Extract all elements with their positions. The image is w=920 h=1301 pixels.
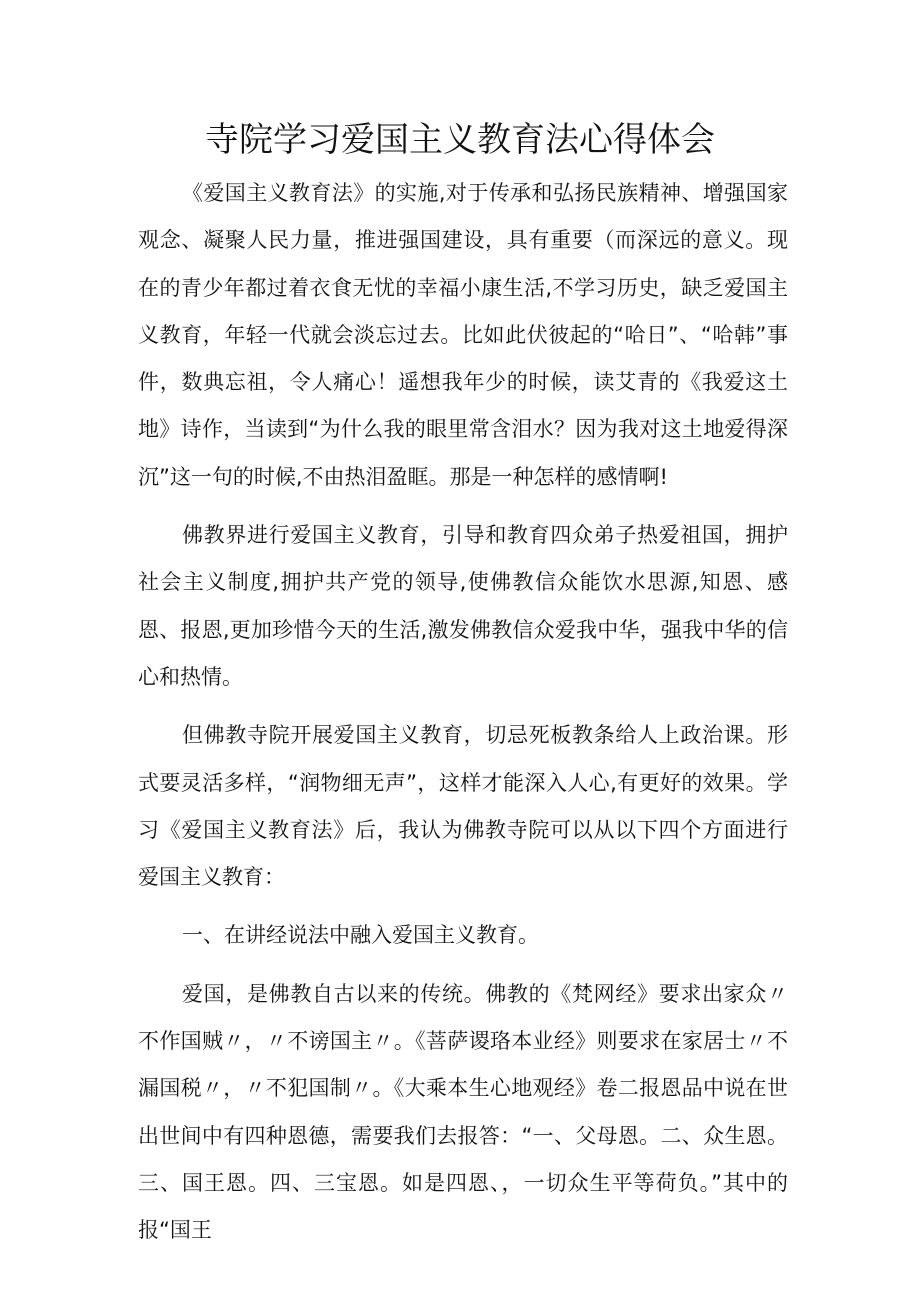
- paragraph-3: 但佛教寺院开展爱国主义教育，切忌死板教条给人上政治课。形式要灵活多样，“润物细无声”，这样才能深入人心,有更好的效果。学习《爱国主义教育法》后，我认为佛教寺院可以从以下四个方面进行爱国主义教育：: [138, 723, 788, 890]
- section-heading-1: 一、在讲经说法中融入爱国主义教育。: [182, 923, 539, 948]
- document-title: 寺院学习爱国主义教育法心得体会: [205, 120, 715, 160]
- paragraph-1: 《爱国主义教育法》的实施,对于传承和弘扬民族精神、增强国家观念、凝聚人民力量，推进强国建设，具有重要（而深远的意义。现在的青少年都过着衣食无忧的幸福小康生活,不学习历史，缺乏爱国主义教育，年轻一代就会淡忘过去。比如此伏彼起的“哈日”、“哈韩”事件，数典忘祖，令人痛心！遥想我年少的时候，读艾青的《我爱这土地》诗作，当读到“为什么我的眼里常含泪水？因为我对这土地爱得深沉”这一句的时候,不由热泪盈眶。那是一种怎样的感情啊!: [138, 181, 788, 489]
- paragraph-2: 佛教界进行爱国主义教育，引导和教育四众弟子热爱祖国，拥护社会主义制度,拥护共产党的领导,使佛教信众能饮水思源,知恩、感恩、报恩,更加珍惜今天的生活,激发佛教信众爱我中华，强我中华的信心和热情。: [138, 523, 788, 689]
- document-body: [138, 170, 788, 1255]
- paragraph-4: 爱国，是佛教自古以来的传统。佛教的《梵网经》要求出家众〃不作国贼〃，〃不谤国主〃。《菩萨谡珞本业经》则要求在家居士〃不漏国税〃，〃不犯国制〃。《大乘本生心地观经》卷二报恩品中说在世出世间中有四种恩德，需要我们去报答：“一、父母恩。二、众生恩。三、国王恩。四、三宝恩。如是四恩、，一切众生平等荷负。”其中的报“国王: [138, 981, 788, 1243]
